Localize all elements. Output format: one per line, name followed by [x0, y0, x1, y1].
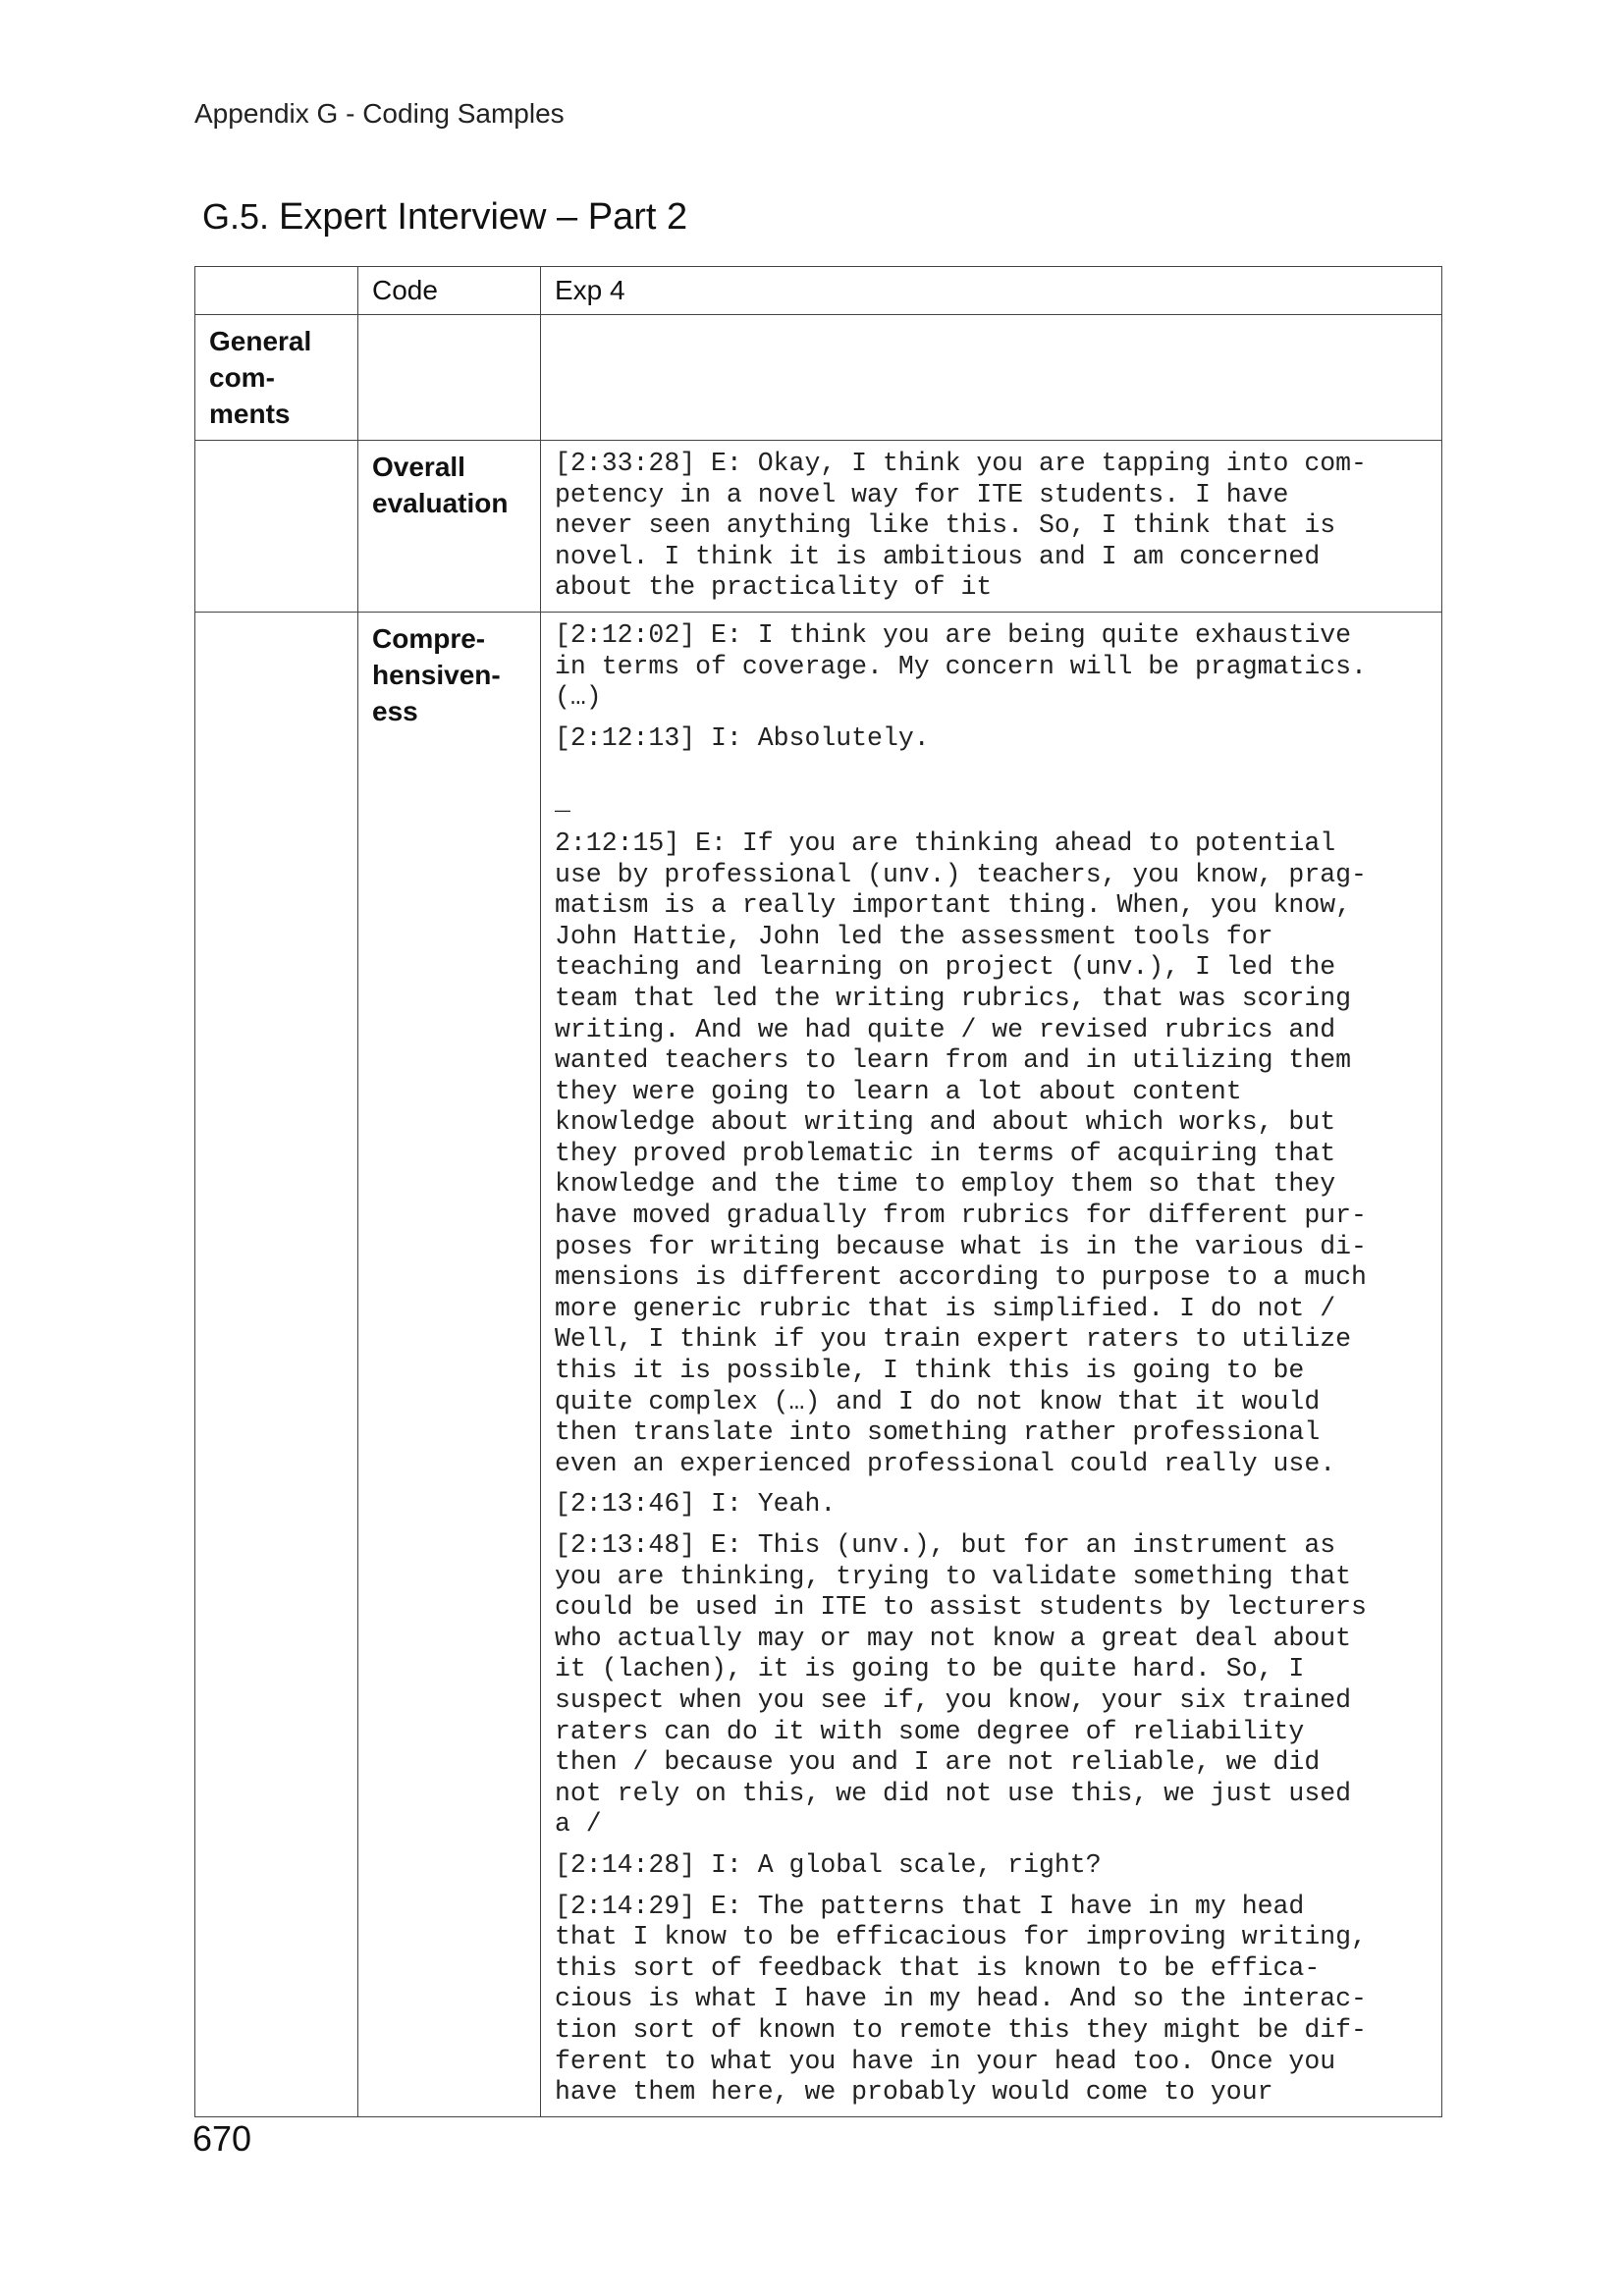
transcript-marker: _: [555, 787, 570, 818]
transcript-entry: [2:13:48] E: This (unv.), but for an instrument as you are thinking, trying to validate something that could be used in ITE to assist students by lecturers who actually may or may not know a great deal about it (lachen), it is going to be quite hard. So, I suspect when you see if, you know, your six trained raters can do it with some degree of reliability then / because you and I are not reliable, we did not rely on this, we did not use this, we just used a /: [555, 1530, 1367, 1840]
section-heading: [202, 196, 687, 239]
entry-cell: [541, 612, 1442, 2116]
header-cell-code: Code: [358, 267, 541, 315]
entry-cell: [541, 315, 1442, 441]
transcript-entry: [2:14:28] I: A global scale, right?: [555, 1849, 1102, 1880]
table-row-overall-evaluation: [195, 441, 1442, 613]
header-cell-category: [195, 267, 358, 315]
section-number: G.5.: [202, 196, 270, 237]
transcript-entry: [2:13:46] I: Yeah.: [555, 1489, 837, 1520]
section-title: Expert Interview – Part 2: [279, 196, 688, 238]
table-row-comprehensiveness: [195, 612, 1442, 2116]
transcript-entry: [2:33:28] E: Okay, I think you are tapping into com- petency in a novel way for ITE students. I have never seen anything like this. So, I think that is novel. I think it is ambitious and I am concerned about the practicality of it: [555, 449, 1367, 603]
running-header: Appendix G - Coding Samples: [194, 98, 565, 129]
table-header-row: [195, 267, 1442, 315]
entry-cell: [541, 441, 1442, 613]
transcript-entry: [2:12:13] I: Absolutely.: [555, 722, 930, 753]
transcript-entry: [2:14:29] E: The patterns that I have in my head that I know to be efficacious for improving writing, this sort of feedback that is known to be effica- cious is what I have in my head. And so the interac- tion sort of known to remote this they might be dif- ferent to what you have in your head too. Once you have them here, we probably would come to your: [555, 1891, 1367, 2108]
code-cell: Compre- hensiven- ess: [358, 612, 541, 2116]
page-number: 670: [192, 2118, 252, 2159]
code-cell: [358, 315, 541, 441]
code-cell: Overall evaluation: [358, 441, 541, 613]
category-cell: General com- ments: [195, 315, 358, 441]
transcript-entry: [2:12:02] E: I think you are being quite exhaustive in terms of coverage. My concern will be pragmatics. (…): [555, 619, 1367, 713]
transcript-entry: 2:12:15] E: If you are thinking ahead to potential use by professional (unv.) teachers, you know, prag- matism is a really important thing. When, you know, John Hattie, John led the assessment tools for teaching and learning on project (unv.), I led the team that led the writing rubrics, that was scoring writing. And we had quite / we revised rubrics and wanted teachers to learn from and in utilizing them they were going to learn a lot about content knowledge about writing and about which works, but they proved problematic in terms of acquiring that knowledge and the time to employ them so that they have moved gradually from rubrics for different pur- poses for writing because what is in the various di- mensions is different according to purpose to a much more generic rubric that is simplified. I do not / Well, I think if you train expert raters to utilize this it is possible, I think this is going to be quite complex (…) and I do not know that it would then translate into something rather professional even an experienced professional could really use.: [555, 828, 1367, 1478]
header-cell-expert: Exp 4: [541, 267, 1442, 315]
category-cell: [195, 441, 358, 613]
table-row-general-comments: [195, 315, 1442, 441]
category-cell: [195, 612, 358, 2116]
coding-table: [194, 266, 1442, 2117]
